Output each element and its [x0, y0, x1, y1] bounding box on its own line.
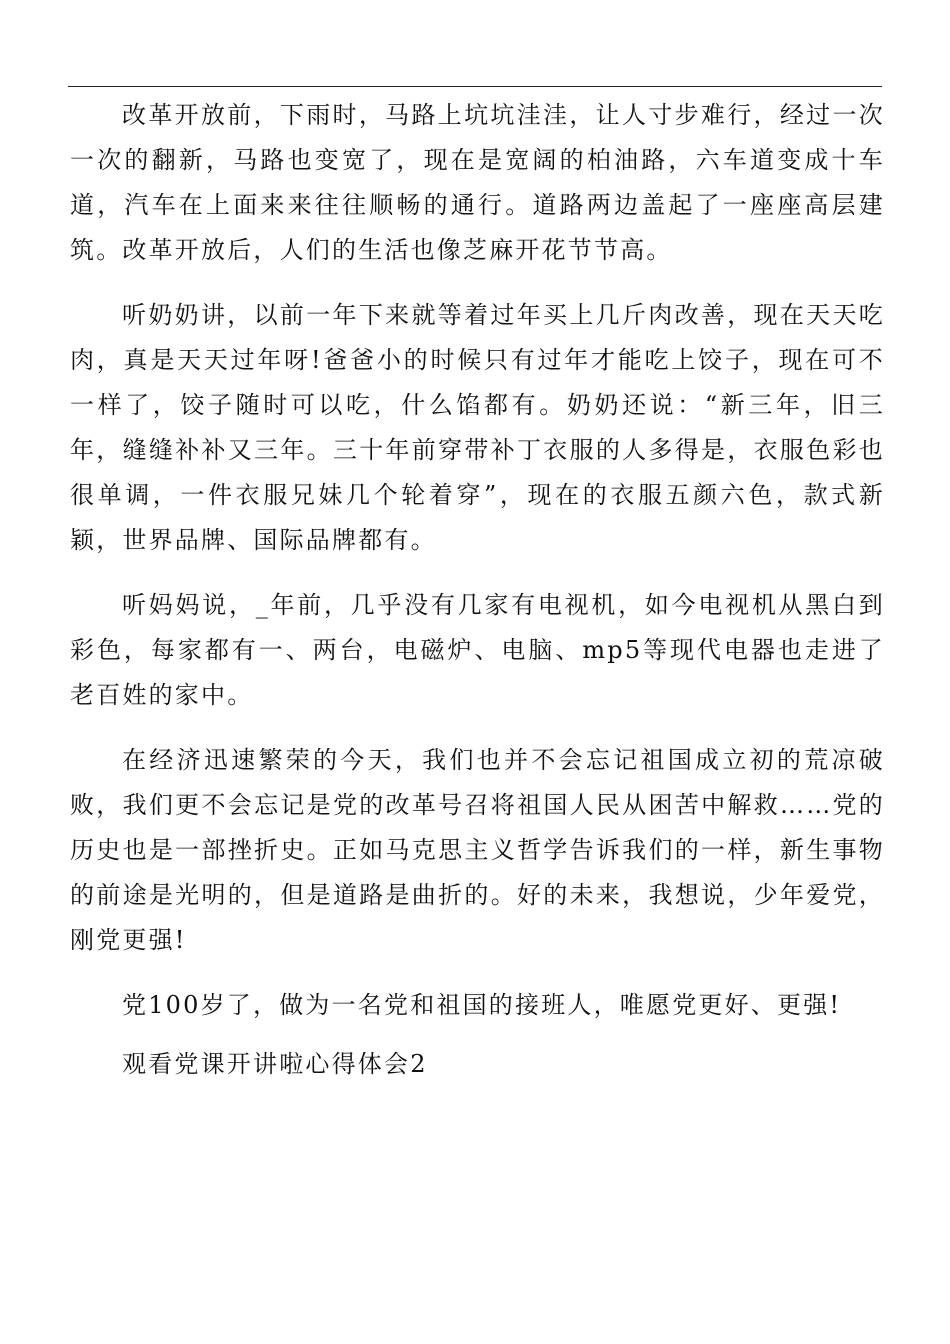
paragraph-party-100: 党100岁了，做为一名党和祖国的接班人，唯愿党更好、更强! [122, 991, 842, 1019]
paragraph-road-reform: 改革开放前，下雨时，马路上坑坑洼洼，让人寸步难行，经过一次一次的翻新，马路也变宽了，现在是宽阔的柏油路，六车道变成十车道，汽车在上面来来往往顺畅的通行。道路两边盖起了一座座高层建筑。改革开放后，人们的生活也像芝麻开花节节高。 [70, 101, 885, 264]
paragraph-grandma-story: 听奶奶讲，以前一年下来就等着过年买上几斤肉改善，现在天天吃肉，真是天天过年呀!爸爸小的时候只有过年才能吃上饺子，现在可不一样了，饺子随时可以吃，什么馅都有。奶奶还说：“新三年，旧三年，缝缝补补又三年。三十年前穿带补丁衣服的人多得是，衣服色彩也很单调，一件衣服兄妹几个轮着穿”，现在的衣服五颜六色，款式新颖，世界品牌、国际品牌都有。 [70, 301, 885, 554]
document-body [70, 93, 885, 1107]
paragraph-mom-story: 听妈妈说，_年前，几乎没有几家有电视机，如今电视机从黑白到彩色，每家都有一、两台，电磁炉、电脑、mp5等现代电器也走进了老百姓的家中。 [70, 591, 885, 709]
header-divider [68, 86, 882, 87]
paragraph-party-history: 在经济迅速繁荣的今天，我们也并不会忘记祖国成立初的荒凉破败，我们更不会忘记是党的改革号召将祖国人民从困苦中解救……党的历史也是一部挫折史。正如马克思主义哲学告诉我们的一样，新生事物的前途是光明的，但是道路是曲折的。好的未来，我想说，少年爱党，刚党更强! [70, 746, 885, 954]
section-heading-2: 观看党课开讲啦心得体会2 [122, 1050, 428, 1078]
